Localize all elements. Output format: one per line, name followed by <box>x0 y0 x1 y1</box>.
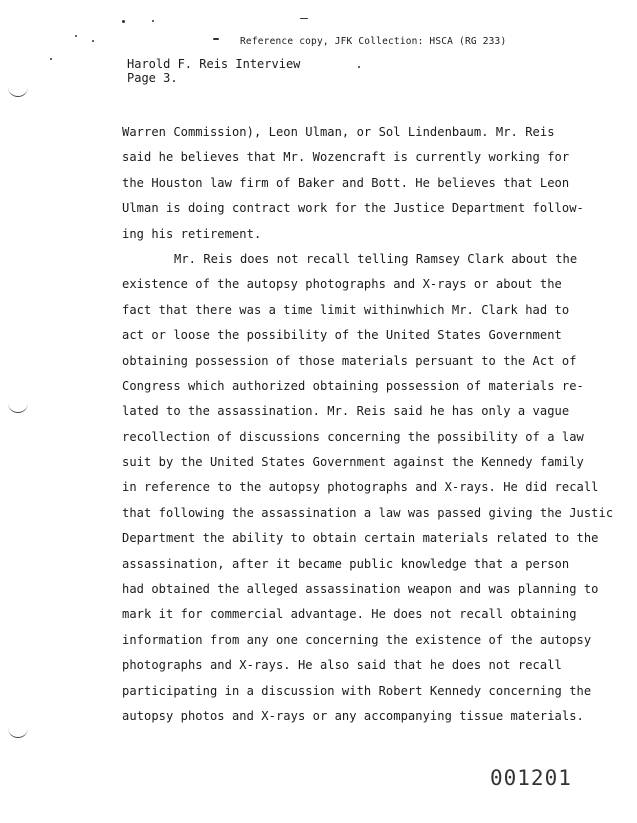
body-line: said he believes that Mr. Wozencraft is currently working for <box>122 150 570 165</box>
scan-speck <box>50 58 52 60</box>
interview-title: Harold F. Reis Interview <box>127 57 301 71</box>
body-line: the Houston law firm of Baker and Bott. He believes that Leon <box>122 175 570 190</box>
body-line: mark it for commercial advantage. He does not recall obtaining <box>122 607 577 622</box>
body-line: assassination, after it became public knowledge that a person <box>122 556 570 571</box>
reference-copy-stamp: Reference copy, JFK Collection: HSCA (RG 233) <box>240 36 507 47</box>
body-line: Department the ability to obtain certain materials related to the <box>122 531 599 546</box>
body-line: photographs and X-rays. He also said that he does not recall <box>122 658 562 673</box>
scan-speck <box>92 40 94 42</box>
punch-hole-mark <box>8 727 28 738</box>
body-line: act or loose the possibility of the United States Government <box>122 328 562 343</box>
scan-speck <box>358 66 360 68</box>
body-line: autopsy photos and X-rays or any accompanying tissue materials. <box>122 708 584 723</box>
scan-speck <box>300 18 308 19</box>
scan-speck <box>152 20 154 22</box>
scan-speck <box>213 38 219 40</box>
body-line: obtaining possession of those materials persuant to the Act of <box>122 353 577 368</box>
punch-hole-mark <box>8 86 28 97</box>
body-line: ing his retirement. <box>122 226 262 241</box>
document-body <box>122 120 627 729</box>
body-line: fact that there was a time limit withinwhich Mr. Clark had to <box>122 302 570 317</box>
punch-hole-mark <box>8 402 28 413</box>
scan-speck <box>122 20 125 23</box>
body-line: lated to the assassination. Mr. Reis said he has only a vague <box>122 404 570 419</box>
body-line: recollection of discussions concerning the possibility of a law <box>122 429 584 444</box>
document-number-stamp: 001201 <box>490 766 572 790</box>
body-line: had obtained the alleged assassination weapon and was planning to <box>122 582 599 597</box>
body-line: Congress which authorized obtaining possession of materials re- <box>122 378 584 393</box>
body-line: Mr. Reis does not recall telling Ramsey Clark about the <box>174 251 578 266</box>
body-line: that following the assassination a law was passed giving the Justic <box>122 505 614 520</box>
body-line: participating in a discussion with Robert Kennedy concerning the <box>122 683 592 698</box>
page-number: Page 3. <box>127 71 178 85</box>
body-line: suit by the United States Government against the Kennedy family <box>122 455 584 470</box>
body-line: Ulman is doing contract work for the Justice Department follow- <box>122 201 584 216</box>
body-line: in reference to the autopsy photographs and X-rays. He did recall <box>122 480 599 495</box>
body-line: existence of the autopsy photographs and X-rays or about the <box>122 277 562 292</box>
body-line: information from any one concerning the existence of the autopsy <box>122 632 592 647</box>
body-line: Warren Commission), Leon Ulman, or Sol Lindenbaum. Mr. Reis <box>122 125 555 139</box>
scan-speck <box>75 35 77 37</box>
